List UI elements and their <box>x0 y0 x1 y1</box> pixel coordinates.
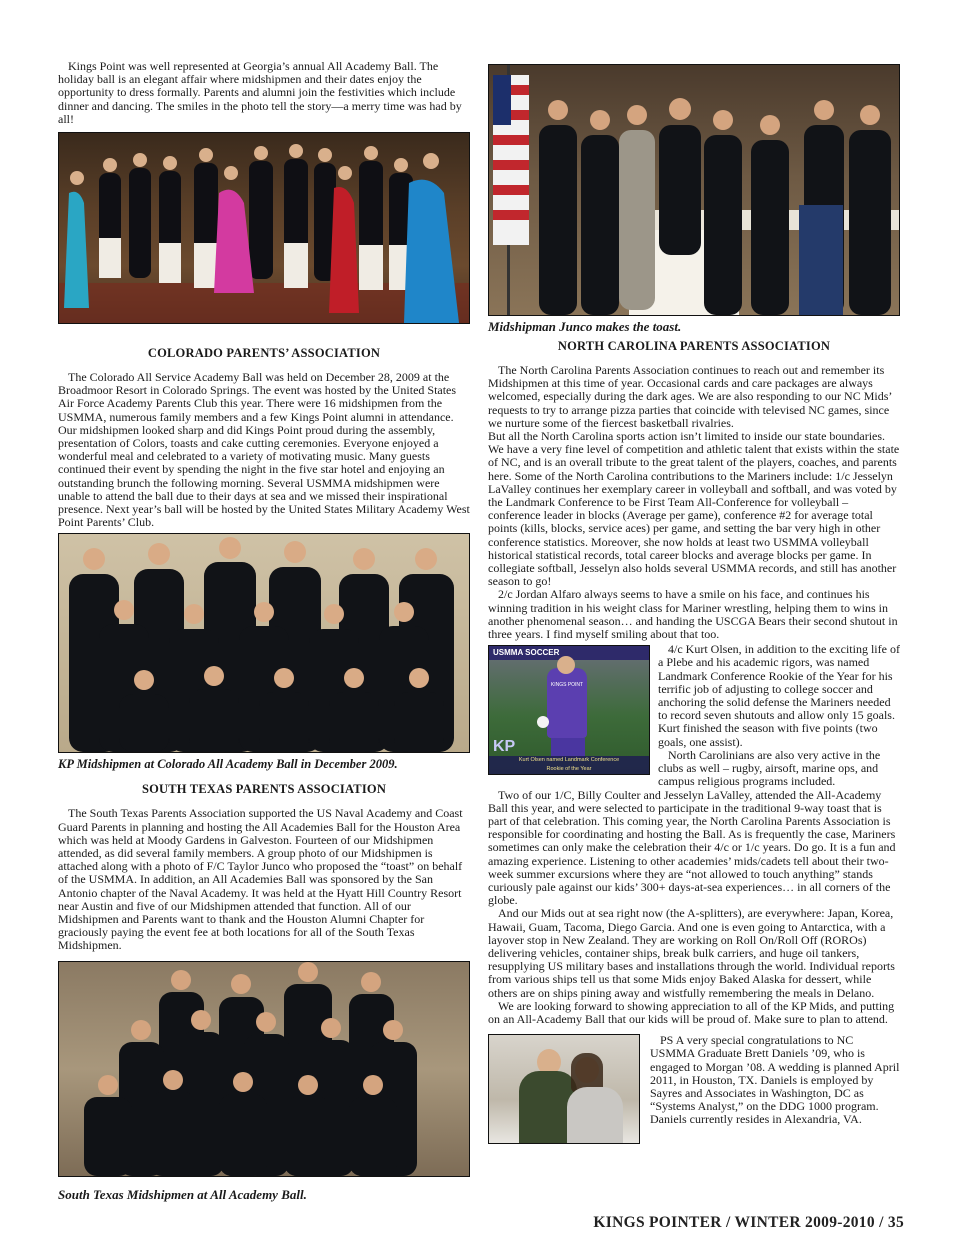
south-texas-body: The South Texas Parents Association supported the US Naval Academy and Coast Guard Parents in planning and hosting the All Academies Ball for the Houston Area which was held at Moody Gardens in Galveston. Fourteen of our Midshipmen attended, as did several family members. A group photo of our Midshipmen is attached along with a photo of F/C Taylor Junco who proposed the “toast” on behalf of the USMMA. In addition, an All Academies Ball was sponsored by the San Antonio chapter of the Naval Academy. It was held at the Hyatt Hill Country Resort near Austin and five of our Midshipmen attended that function. All of our Midshipmen and Parents want to thank and the Houston Alumni Chapter for graciously paying the event fee at both locations for all of the South Texas Midshipmen. <box>58 806 463 953</box>
soccer-rookie-photo <box>488 645 650 775</box>
soccer-banner: USMMA SOCCER <box>489 646 650 660</box>
ps-paragraph: PS A very special congratulations to NC USMMA Graduate Brett Daniels ’09, who is engaged to Morgan ’08. A wedding is planned April 2011, in Houston, TX. Daniels is employed by Sayres and Associates in Washington, DC as “Systems Analyst,” on the DDG 1000 program. Daniels currently resides in Alexandria, VA. <box>650 1033 900 1127</box>
right-column <box>488 64 900 1146</box>
page-footer <box>593 1214 904 1232</box>
soccer-caption-line-1: Kurt Olsen named Landmark Conference <box>518 757 620 764</box>
south-texas-heading: SOUTH TEXAS PARENTS ASSOCIATION <box>141 782 387 797</box>
colorado-group-photo <box>58 533 470 753</box>
left-column <box>58 60 470 1203</box>
toast-photo-figures <box>489 65 899 315</box>
engagement-photo <box>488 1034 640 1144</box>
woman-sweater <box>567 1087 623 1143</box>
toast-photo-caption: Midshipman Junco makes the toast. <box>488 319 682 334</box>
footer-separator-2: / <box>879 1214 888 1231</box>
footer-publication: KINGS POINTER <box>593 1214 722 1231</box>
soccer-section <box>488 643 900 788</box>
footer-separator-1: / <box>725 1214 735 1231</box>
soccer-caption-line-2: Rookie of the Year <box>546 766 592 773</box>
georgia-photo-figures <box>59 133 469 323</box>
south-texas-photo-figures <box>59 962 469 1176</box>
nc-paragraph-3: 2/c Jordan Alfaro always seems to have a smile on his face, and continues his winning tradition in his weight class for Mariner wrestling, helping them to wins in another phenomenal season… and handing the USCGA Bears their second shutout in three years. I find myself smiling about that too. <box>488 587 898 642</box>
nc-paragraph-4: 4/c Kurt Olsen, in addition to the exciting life of a Plebe and his academic rigors, was named Landmark Conference Rookie of the Year for his terrific job of adjusting to college soccer and anchoring the solid defense the Mariners needed to record seven shutouts and allow only 15 goals. Kurt finished the season with five points (two goals, one assist). <box>658 642 900 749</box>
engagement-section <box>488 1034 900 1126</box>
south-texas-photo-caption: South Texas Midshipmen at All Academy Ball. <box>58 1186 307 1202</box>
nc-paragraph-2: But all the North Carolina sports action isn’t limited to inside our state boundaries. We have a very fine level of competition and athletic talent that exists within the state of NC, and is an overall tribute to the great talent of the players, coaches, and parents here. Some of the North Carolina contributions to the Mariners include: 1/c Jesselyn LaValley continues her exemplary career in volleyball and softball, and was voted by the Landmark Conference to be First Team All-Conference for volleyball – conference leader in blocks (Average per game), conference #2 for average total points (kills, blocks, service aces) per game, and setting the bar very high in other conference statistics. Moreover, she now holds at least two USMMA volleyball historical statistical records, total career blocks and average blocks per game. In collegiate softball, Jesselyn also holds several USMMA records, and still has another season to go! <box>488 429 900 589</box>
toast-photo <box>488 64 900 316</box>
colorado-heading: COLORADO PARENTS’ ASSOCIATION <box>147 346 381 361</box>
colorado-photo-figures <box>59 534 469 752</box>
south-texas-group-photo <box>58 961 470 1177</box>
footer-page-number: 35 <box>887 1214 904 1231</box>
nc-paragraph-1: The North Carolina Parents Association continues to reach out and remember its Midshipmen at this time of year. Occasional cards and care packages are always welcomed, especially during the dark ages. We are also responding to our NC Mids’ requests to try to arrange pizza parties that coincide with televised NC games, since we nurture some of the fiercest basketball rivalries. <box>488 363 892 430</box>
kp-logo: KP <box>493 738 516 756</box>
nc-paragraph-8: We are looking forward to showing appreciation to all of the KP Mids, and putting on an All-Academy Ball that our kids will be proud of. Make sure to plan to attend. <box>488 998 895 1026</box>
footer-issue: WINTER 2009-2010 <box>734 1214 875 1231</box>
nc-paragraph-6: Two of our 1/C, Billy Coulter and Jesselyn LaValley, attended the All-Academy Ball this year, and were selected to participate in the traditional 9-way toast that is part of that celebration. This coming year, the North Carolina Parents Association is responsible for coordinating and hosting the Ball. As is frequently the case, Mariners sometimes can only make the celebration their 4/c or 1/c years. Do go. It is a fun and amazing experience. Listening to other academies’ mids/cadets tell about their two-week summer excursions where they are “not allowed to touch anything” stands curiously pale against our kids’ 300+ days-at-sea experiences… in all corners of the globe. <box>488 787 896 908</box>
soccer-photo-banner-caption <box>489 756 649 774</box>
nc-paragraph-7: And our Mids out at sea right now (the A-splitters), are everywhere: Japan, Korea, Hawaii, Guam, Tacoma, Diego Garcia. And one is even going to Antarctica, with a layover stop in New Zealand. They are working on Roll On/Roll Off (ROROs) delivering vehicles, container ships, break bulk carriers, and huge oil tankers, resupplying US military bases and installations through the world. Individual reports from various ships tell us that some Mids enjoy Baked Alaska for dessert, while others are on ships pining away and wistfully remembering the meals in Delano. <box>488 906 895 1000</box>
georgia-ball-photo <box>58 132 470 324</box>
intro-paragraph: Kings Point was well represented at Georgia’s annual All Academy Ball. The holiday ball is an elegant affair where midshipmen and their dates enjoy the opportunity to dress formally. Parents and alumni join the festivities which include dinner and dancing. The smiles in the photo tell the story—a merry time was had by all! <box>58 59 462 126</box>
colorado-photo-caption: KP Midshipmen at Colorado All Academy Ball in December 2009. <box>58 757 398 772</box>
north-carolina-heading: NORTH CAROLINA PARENTS ASSOCIATION <box>557 339 831 353</box>
colorado-body: The Colorado All Service Academy Ball was held on December 28, 2009 at the Broadmoor Resort in Colorado Springs. The event was hosted by the United States Air Force Academy Parents Club this year. There were 16 midshipmen from the USMMA, numerous family members and a few Kings Point alumni in attendance. Our midshipmen looked sharp and did Kings Point proud during the assembly, presentation of Colors, toasts and cake cutting ceremonies. Everyone enjoyed a wonderful meal and celebrated to a variety of motivating music. Many guests continued their event by spending the night in the five star hotel and enjoying an outstanding brunch the following morning. Several USMMA midshipmen were unable to attend the ball due to their days at sea and we missed their inspirational presence. Next year’s ball will be hosted by the United States Military Academy West Point Parents’ Club. <box>58 370 470 530</box>
player-jersey <box>547 668 587 738</box>
jersey-text: KINGS POINT <box>550 682 584 689</box>
player-shorts <box>551 738 585 758</box>
nc-paragraph-5: North Carolinians are also very active in the clubs as well – rugby, airsoft, marine ops, and campus religious programs included. <box>658 747 881 789</box>
